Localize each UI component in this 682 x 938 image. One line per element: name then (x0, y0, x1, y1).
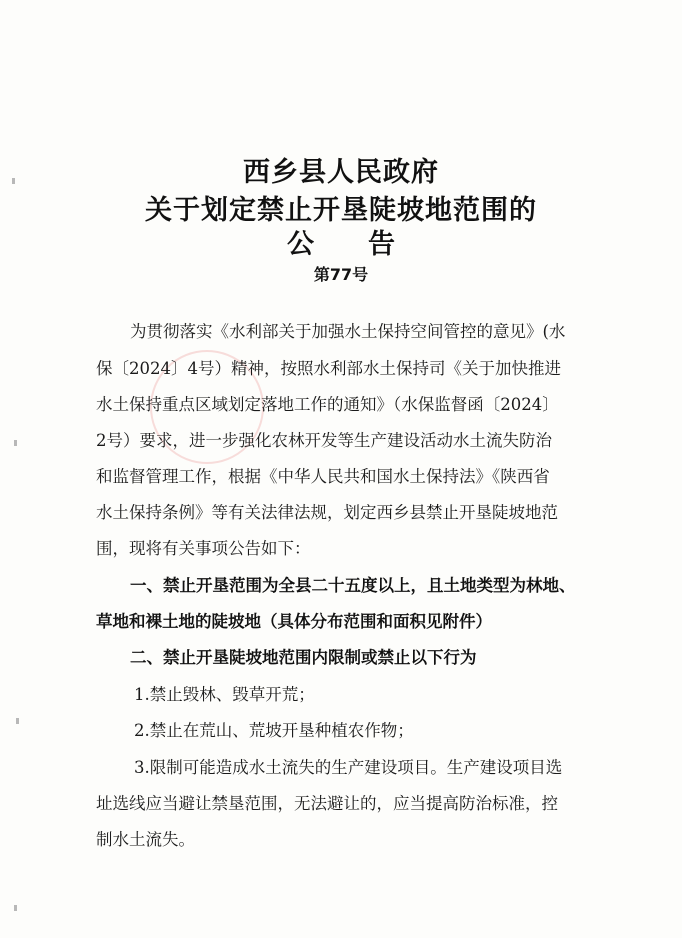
list-item-continuation: 址选线应当避让禁垦范围，无法避让的，应当提高防治标准，控 (96, 794, 558, 813)
scan-speck (16, 718, 19, 724)
list-item-continuation: 制水土流失。 (96, 830, 195, 849)
section-2-heading: 二、禁止开垦陡坡地范围内限制或禁止以下行为 (130, 648, 477, 667)
list-item: 3.限制可能造成水土流失的生产建设项目。生产建设项目选 (134, 758, 563, 777)
body-line: 为贯彻落实《水利部关于加强水土保持空间管控的意见》(水 (130, 322, 566, 341)
list-item: 2.禁止在荒山、荒坡开垦种植农作物； (134, 721, 414, 740)
body-line: 保〔2024〕4号）精神，按照水利部水土保持司《关于加快推进 (96, 359, 561, 378)
scan-speck (14, 905, 17, 911)
body-line: 水土保持重点区域划定落地工作的通知》（水保监督函〔2024〕 (96, 395, 559, 414)
section-1-line: 一、禁止开垦范围为全县二十五度以上，且土地类型为林地、 (130, 576, 576, 595)
body-line: 水土保持条例》等有关法律法规，划定西乡县禁止开垦陡坡地范 (96, 503, 558, 522)
body-line: 2号）要求，进一步强化农林开发等生产建设活动水土流失防治 (96, 431, 552, 450)
section-1-line: 草地和裸土地的陡坡地（具体分布范围和面积见附件） (96, 612, 492, 631)
document-title-line-2: 关于划定禁止开垦陡坡地范围的 (145, 195, 537, 226)
list-item: 1.禁止毁林、毁草开荒； (134, 685, 315, 704)
document-title-line-1: 西乡县人民政府 (243, 157, 439, 188)
body-line: 围，现将有关事项公告如下： (96, 539, 311, 558)
scan-speck (14, 440, 17, 446)
document-title-line-3: 公 告 (287, 229, 395, 260)
document-number: 第77号 (313, 265, 369, 284)
body-line: 和监督管理工作，根据《中华人民共和国水土保持法》《陕西省 (96, 467, 550, 486)
